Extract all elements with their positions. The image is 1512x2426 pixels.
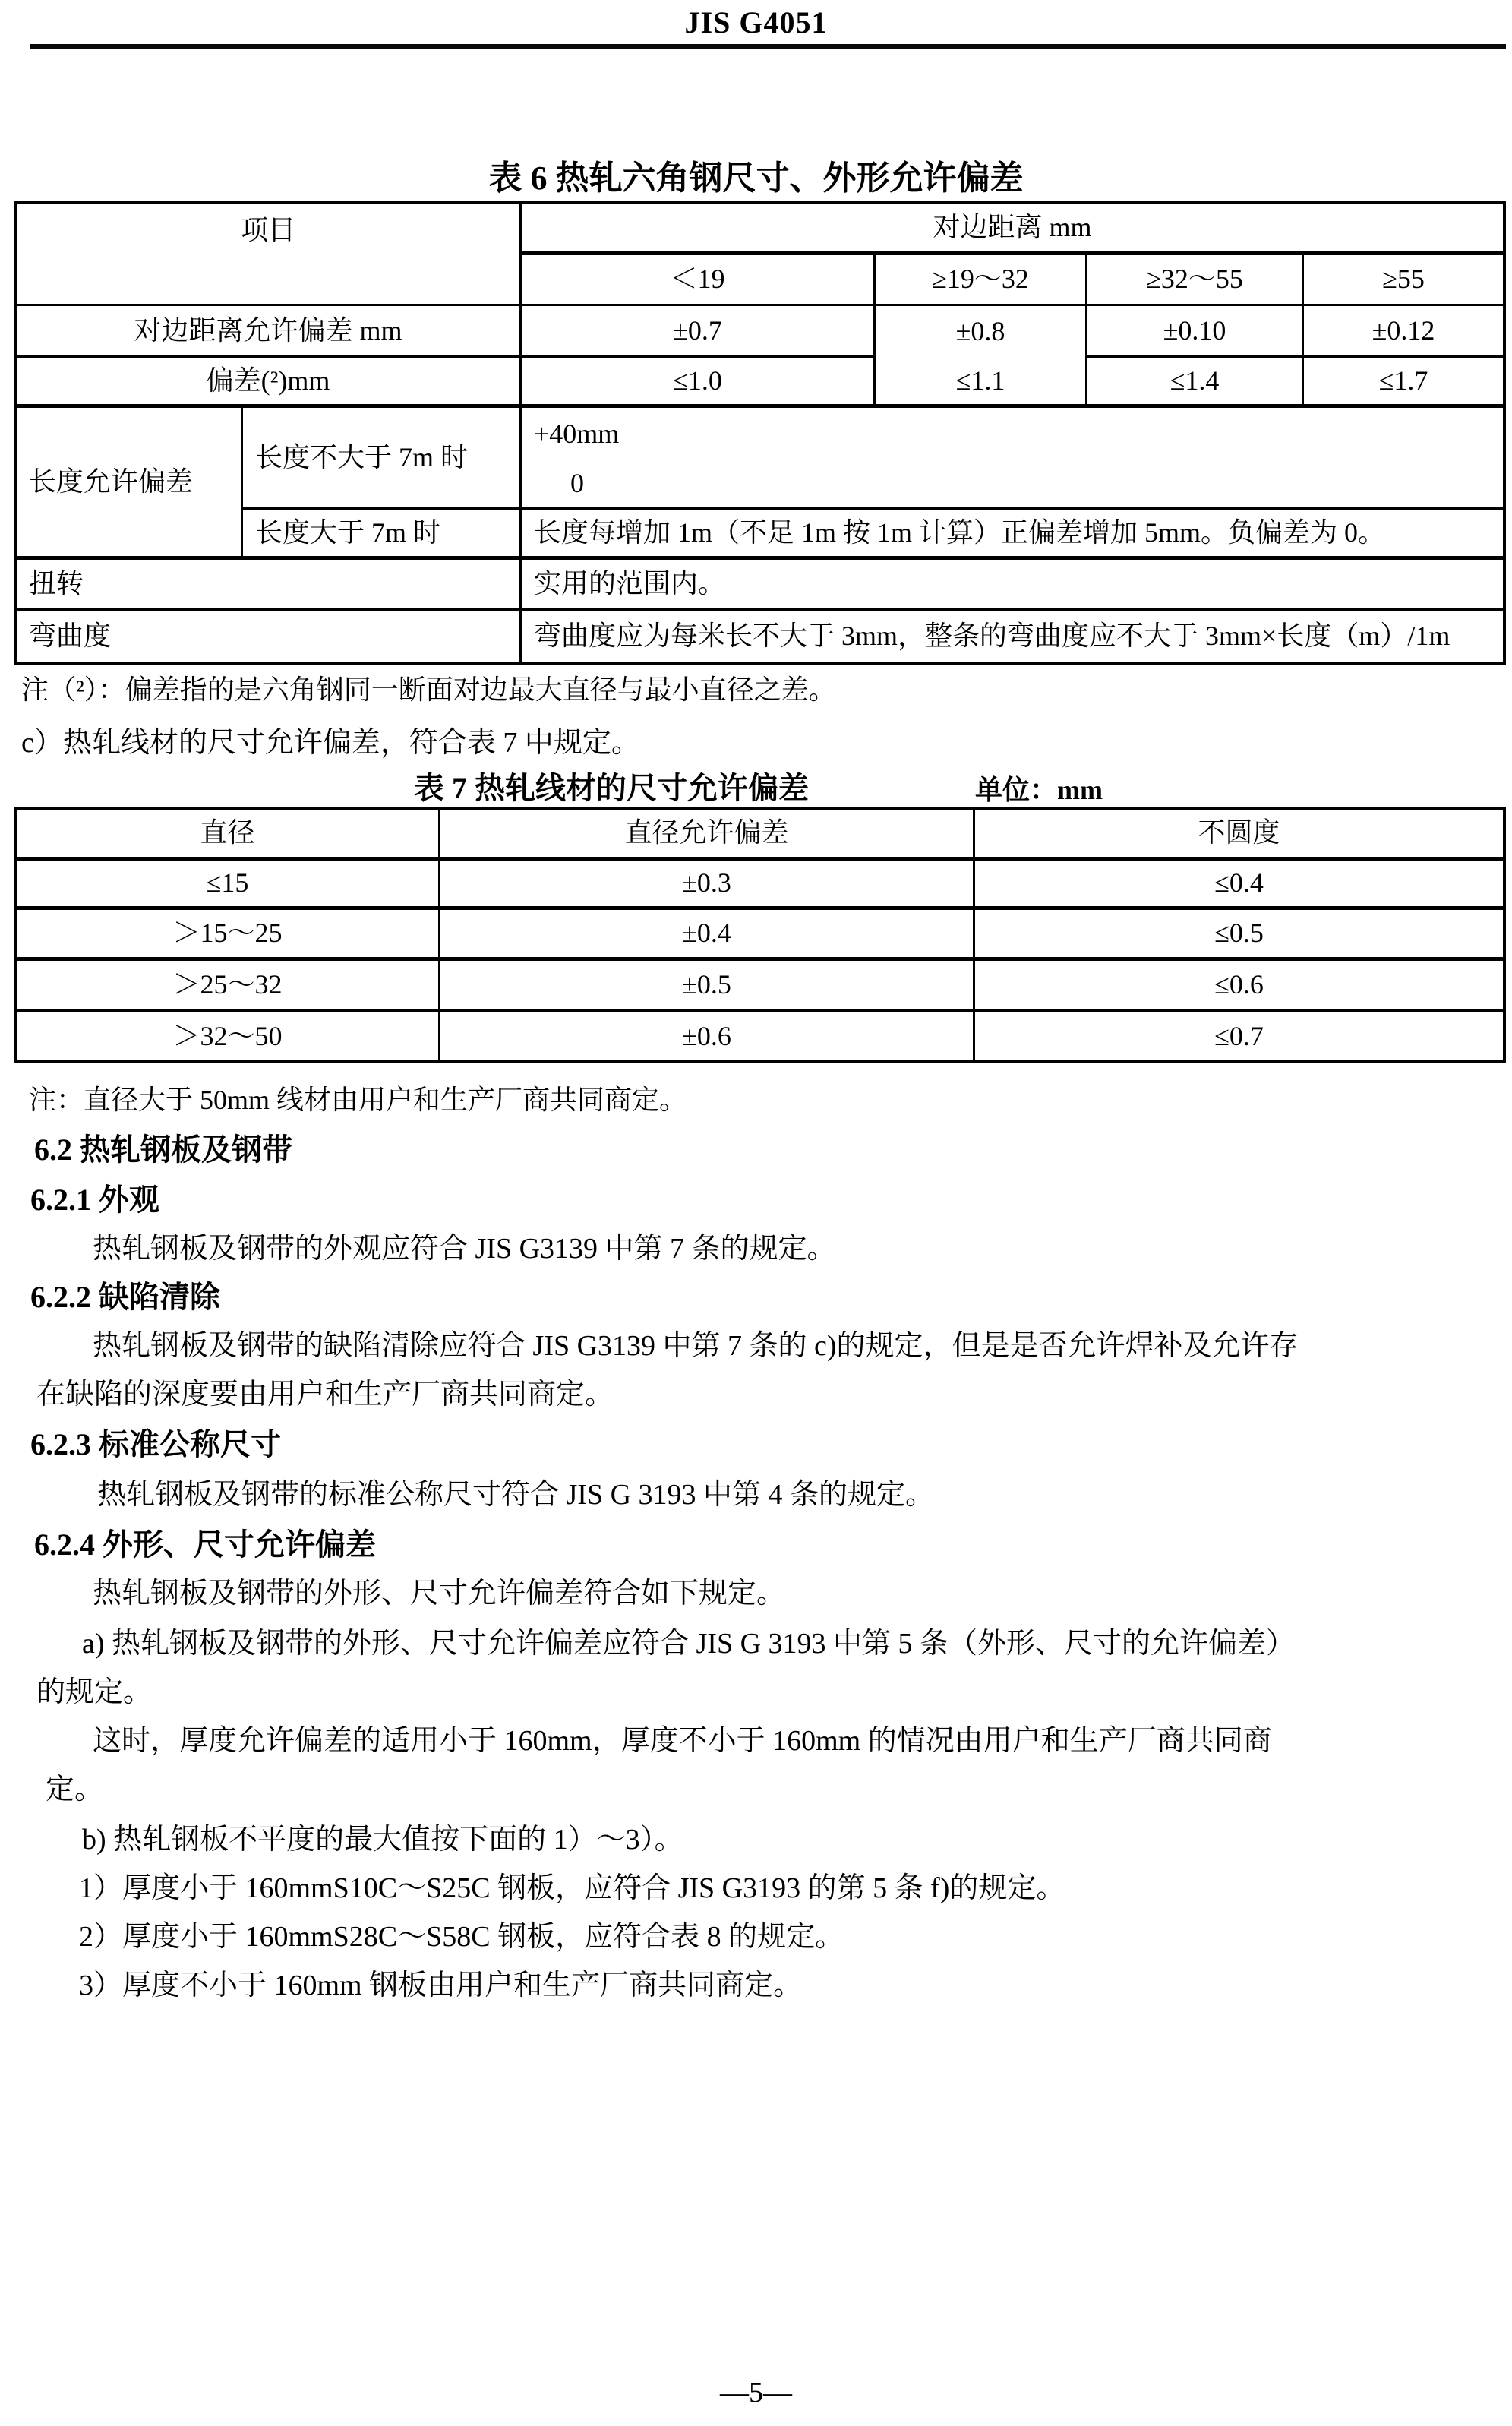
header-rule <box>30 44 1506 49</box>
t7-cell: ≤0.7 <box>1214 1020 1264 1051</box>
t7-header-roundness: 不圆度 <box>975 810 1503 861</box>
body-6-2-4-intro: 热轧钢板及钢带的外形、尺寸允许偏差符合如下规定。 <box>93 1578 786 1609</box>
t7-cell: ＞25～32 <box>17 961 440 1012</box>
body-6-2-1: 热轧钢板及钢带的外观应符合 JIS G3139 中第 7 条的规定。 <box>93 1233 836 1265</box>
body-6-2-2-line1: 热轧钢板及钢带的缺陷清除应符合 JIS G3139 中第 7 条的 c)的规定，但是是否允许焊补及允许存 <box>93 1330 1299 1362</box>
t6-length-case2-value: 长度每增加 1m（不足 1m 按 1m 计算）正偏差增加 5mm。负偏差为 0。 <box>522 510 1503 560</box>
t6-length-case1-condition: 长度不大于 7m 时 <box>243 408 522 510</box>
item-b2: 2）厚度小于 160mmS28C～S58C 钢板，应符合表 8 的规定。 <box>79 1921 844 1953</box>
t7-header-tolerance: 直径允许偏差 <box>440 810 975 861</box>
page-number: —5— <box>720 2377 792 2409</box>
t6-row-deviation-label: 偏差(²)mm <box>17 358 522 408</box>
t6-length-case1-value-line2: 0 <box>570 468 584 499</box>
heading-6-2-1: 6.2.1 外观 <box>30 1183 159 1217</box>
t7-cell: ±0.5 <box>440 961 975 1012</box>
table6-note: 注（²）：偏差指的是六角钢同一断面对边最大直径与最小直径之差。 <box>21 674 836 705</box>
t7-cell: ＞32～50 <box>17 1012 440 1060</box>
t7-cell: ±0.4 <box>440 910 975 961</box>
para-thickness-line1: 这时，厚度允许偏差的适用小于 160mm，厚度不小于 160mm 的情况由用户和生产厂商共同商 <box>93 1725 1272 1757</box>
t6-deviation-value: ≤1.4 <box>1087 358 1304 408</box>
t7-cell: ≤0.6 <box>975 961 1503 1012</box>
t7-header-diameter: 直径 <box>17 810 440 861</box>
table7-note: 注：直径大于 50mm 线材由用户和生产厂商共同商定。 <box>29 1085 687 1115</box>
t7-cell: ≤0.4 <box>975 861 1503 910</box>
t7-cell: ±0.6 <box>440 1012 975 1060</box>
body-6-2-2-line2: 在缺陷的深度要由用户和生产厂商共同商定。 <box>36 1379 614 1410</box>
t6-header-range: ≥55 <box>1304 255 1503 306</box>
heading-6-2-4: 6.2.4 外形、尺寸允许偏差 <box>34 1527 376 1562</box>
item-b3: 3）厚度不小于 160mm 钢板由用户和生产厂商共同商定。 <box>79 1970 803 2001</box>
body-6-2-3: 热轧钢板及钢带的标准公称尺寸符合 JIS G 3193 中第 4 条的规定。 <box>97 1479 935 1511</box>
heading-6-2-3: 6.2.3 标准公称尺寸 <box>30 1427 281 1461</box>
t6-header-range: ≥19～32 <box>876 255 1087 306</box>
t6-row-distance-label: 对边距离允许偏差 mm <box>17 306 522 358</box>
t6-header-range: ≥32～55 <box>1087 255 1304 306</box>
t7-cell: ±0.3 <box>440 861 975 910</box>
t6-distance-value: ±0.10 <box>1087 306 1304 358</box>
heading-6-2-2: 6.2.2 缺陷清除 <box>30 1280 220 1314</box>
table6 <box>14 201 1506 665</box>
t6-distance-value: ±0.7 <box>522 306 876 358</box>
t6-deviation-value: ≤1.1 <box>876 358 1087 408</box>
t6-deviation-value: ≤1.7 <box>1304 358 1503 408</box>
t6-length-case2-condition: 长度大于 7m 时 <box>243 510 522 560</box>
t6-header-group: 对边距离 mm <box>522 204 1503 255</box>
t6-row-bend-label: 弯曲度 <box>17 611 522 662</box>
t7-cell: ≤0.5 <box>975 910 1503 961</box>
t6-row-twist-label: 扭转 <box>17 560 522 611</box>
item-b1: 1）厚度小于 160mmS10C～S25C 钢板，应符合 JIS G3193 的第 5 条 f)的规定。 <box>79 1872 1065 1904</box>
item-a-line2: 的规定。 <box>36 1676 153 1708</box>
t7-cell: ≤15 <box>17 861 440 910</box>
table7-title: 表 7 热轧线材的尺寸允许偏差 <box>414 771 809 805</box>
table7-unit: 单位：mm <box>975 775 1103 805</box>
t6-header-range: ＜19 <box>522 255 876 306</box>
t6-distance-value: ±0.8 <box>876 306 1087 358</box>
t6-length-case1-value-line1: +40mm <box>534 419 620 449</box>
t6-distance-value: ±0.12 <box>1304 306 1503 358</box>
table7 <box>14 807 1506 1063</box>
doc-code: JIS G4051 <box>684 5 828 39</box>
t6-bend-value: 弯曲度应为每米长不大于 3mm，整条的弯曲度应不大于 3mm×长度（m）/1m <box>534 620 1450 651</box>
item-a-line1: a) 热轧钢板及钢带的外形、尺寸允许偏差应符合 JIS G 3193 中第 5 条（外形、尺寸的允许偏差） <box>82 1628 1296 1660</box>
para-thickness-line2: 定。 <box>46 1774 104 1805</box>
t6-twist-value: 实用的范围内。 <box>522 560 1503 611</box>
section-c-text: c）热轧线材的尺寸允许偏差，符合表 7 中规定。 <box>21 727 640 759</box>
t6-row-length-label: 长度允许偏差 <box>17 408 243 560</box>
table6-title: 表 6 热轧六角钢尺寸、外形允许偏差 <box>488 160 1024 197</box>
t6-header-item: 项目 <box>17 204 522 306</box>
t7-cell: ＞15～25 <box>17 910 440 961</box>
item-b: b) 热轧钢板不平度的最大值按下面的 1）～3）。 <box>82 1824 683 1856</box>
t6-deviation-value: ≤1.0 <box>522 358 876 408</box>
heading-6-2: 6.2 热轧钢板及钢带 <box>34 1132 292 1167</box>
t6-length-case1-value <box>522 408 1503 510</box>
